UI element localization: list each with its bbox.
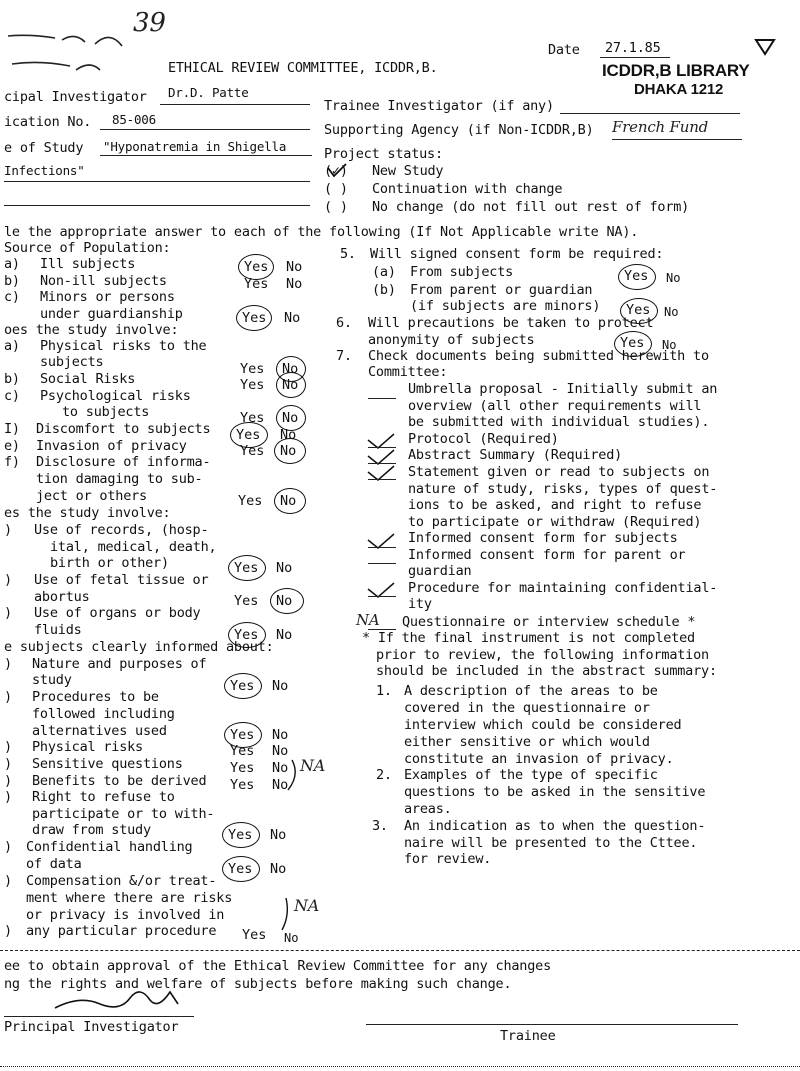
circle-records-yes bbox=[228, 555, 266, 581]
discomfort-yes[interactable]: Yes bbox=[236, 427, 261, 443]
letter: b) bbox=[4, 273, 20, 289]
q-records: Use of records, (hosp- bbox=[34, 522, 209, 538]
source-heading: Source of Population: bbox=[4, 240, 171, 256]
records-no[interactable]: No bbox=[276, 560, 293, 576]
q-fetal-tissue: Use of fetal tissue or bbox=[34, 572, 209, 588]
title-label: e of Study bbox=[4, 140, 84, 156]
q5-text: Will signed consent form be required: bbox=[370, 246, 664, 262]
doc-umbrella: Umbrella proposal - Initially submit an bbox=[408, 381, 718, 397]
status-cont-box[interactable]: ( ) bbox=[324, 181, 348, 197]
agreement-line2: ng the rights and welfare of subjects before making such change. bbox=[4, 976, 512, 992]
q7-number: 7. bbox=[336, 348, 352, 364]
q-benefits: Benefits to be derived bbox=[32, 773, 207, 789]
note-item-2-cont2: areas. bbox=[404, 801, 452, 817]
na-mark-sensitive: NA bbox=[300, 756, 326, 775]
letter: ) bbox=[4, 605, 12, 621]
q-procedures: Procedures to be bbox=[32, 689, 159, 705]
letter: ) bbox=[4, 873, 12, 889]
title-underline-2 bbox=[4, 181, 310, 182]
q-records-cont2: birth or other) bbox=[50, 555, 169, 571]
note-item-2-cont1: questions to be asked in the sensitive bbox=[404, 784, 706, 800]
phys-yes[interactable]: Yes bbox=[240, 361, 265, 377]
agency-value: French Fund bbox=[612, 118, 709, 136]
circle-ill-yes bbox=[238, 254, 274, 280]
q7-text-cont: Committee: bbox=[368, 364, 448, 380]
note-item-2-number: 2. bbox=[376, 767, 392, 783]
letter: c) bbox=[4, 289, 20, 305]
q-nonill-subjects: Non-ill subjects bbox=[40, 273, 167, 289]
q-right-to-refuse-cont2: draw from study bbox=[32, 822, 151, 838]
q-discomfort: Discomfort to subjects bbox=[36, 421, 211, 437]
status-continuation: Continuation with change bbox=[372, 181, 563, 197]
agency-label: Supporting Agency (if Non-ICDDR,B) bbox=[324, 122, 594, 138]
involve2-heading: es the study involve: bbox=[4, 505, 171, 521]
q-right-to-refuse: Right to refuse to bbox=[32, 789, 175, 805]
social-yes[interactable]: Yes bbox=[240, 377, 265, 393]
doc-blank-confidentiality[interactable] bbox=[368, 596, 396, 597]
note-item-2: Examples of the type of specific bbox=[404, 767, 658, 783]
app-no-label: ication No. bbox=[4, 114, 92, 130]
date-label: Date bbox=[548, 42, 580, 58]
trainee-underline bbox=[560, 113, 740, 114]
doc-confidentiality-cont: ity bbox=[408, 596, 432, 612]
letter: ) bbox=[4, 789, 12, 805]
q-disclosure: Disclosure of informa- bbox=[36, 454, 211, 470]
q-records-cont1: ital, medical, death, bbox=[50, 539, 217, 555]
informed-heading: e subjects clearly informed about: bbox=[4, 639, 274, 655]
doc-blank-icf-subjects[interactable] bbox=[368, 547, 396, 548]
q-ill-subjects: Ill subjects bbox=[40, 256, 136, 272]
q5b-text: From parent or guardian bbox=[410, 282, 593, 298]
q-sensitive-questions: Sensitive questions bbox=[32, 756, 183, 772]
nonill-yes[interactable]: Yes bbox=[244, 276, 269, 292]
app-no-underline bbox=[100, 129, 310, 130]
title-underline-1 bbox=[100, 155, 312, 156]
status-nochange-box[interactable]: ( ) bbox=[324, 199, 348, 215]
circle-psych-no bbox=[276, 405, 306, 431]
title-underline-3 bbox=[4, 205, 310, 206]
disclosure-no[interactable]: No bbox=[280, 493, 297, 509]
pi-signature-line[interactable] bbox=[4, 1016, 194, 1017]
organs-yes[interactable]: Yes bbox=[234, 627, 259, 643]
discomfort-no[interactable]: No bbox=[280, 427, 297, 443]
letter: e) bbox=[4, 438, 20, 454]
ill-no[interactable]: No bbox=[286, 259, 303, 275]
q-disclosure-cont1: tion damaging to sub- bbox=[36, 471, 203, 487]
confidential-yes[interactable]: Yes bbox=[228, 861, 253, 877]
handwritten-page-number: 39 bbox=[133, 8, 166, 38]
q-minors: Minors or persons bbox=[40, 289, 175, 305]
q6-text-cont: anonymity of subjects bbox=[368, 332, 535, 348]
q-compensation-cont1: ment where there are risks bbox=[26, 890, 233, 906]
letter: ) bbox=[4, 522, 12, 538]
doc-blank-statement[interactable] bbox=[368, 479, 396, 480]
status-no-change: No change (do not fill out rest of form) bbox=[372, 199, 690, 215]
q6-number: 6. bbox=[336, 315, 352, 331]
q7-text: Check documents being submitted herewith to bbox=[368, 348, 709, 364]
letter: ) bbox=[4, 689, 12, 705]
circle-refuse-yes bbox=[222, 822, 260, 848]
note-item-3-cont2: for review. bbox=[404, 851, 492, 867]
doc-blank-umbrella[interactable] bbox=[368, 398, 396, 399]
app-no-value: 85-006 bbox=[112, 112, 156, 127]
doc-statement-cont2: ions to be asked, and right to refuse bbox=[408, 497, 702, 513]
circle-minors-yes bbox=[236, 305, 272, 331]
q6-no[interactable]: No bbox=[662, 338, 677, 352]
q-organs-cont: fluids bbox=[34, 622, 82, 638]
doc-statement-cont1: nature of study, risks, types of quest- bbox=[408, 481, 718, 497]
date-value: 27.1.85 bbox=[605, 40, 661, 56]
psych-no[interactable]: No bbox=[282, 410, 299, 426]
circle-nature-yes bbox=[224, 673, 262, 699]
letter: a) bbox=[4, 256, 20, 272]
q5a-yes[interactable]: Yes bbox=[624, 268, 649, 284]
q6-text: Will precautions be taken to protect bbox=[368, 315, 654, 331]
organs-no[interactable]: No bbox=[276, 627, 293, 643]
circle-discomfort-yes bbox=[230, 422, 268, 448]
doc-umbrella-cont1: overview (all other requirements will bbox=[408, 398, 702, 414]
letter: b) bbox=[4, 371, 20, 387]
note-item-1: A description of the areas to be bbox=[404, 683, 658, 699]
q-fetal-tissue-cont: abortus bbox=[34, 589, 90, 605]
minors-yes[interactable]: Yes bbox=[242, 310, 267, 326]
instruction: le the appropriate answer to each of the following (If Not Applicable write NA). bbox=[4, 224, 639, 240]
library-stamp: ICDDR,B LIBRARY bbox=[602, 61, 750, 80]
letter: I) bbox=[4, 421, 20, 437]
trainee-signature-line[interactable] bbox=[366, 1024, 738, 1025]
doc-statement: Statement given or read to subjects on bbox=[408, 464, 710, 480]
q-nature-purpose: Nature and purposes of bbox=[32, 656, 207, 672]
letter: a) bbox=[4, 338, 20, 354]
q5b-yes[interactable]: Yes bbox=[626, 302, 651, 318]
doc-icf-subjects: Informed consent form for subjects bbox=[408, 530, 678, 546]
q-invasion-privacy: Invasion of privacy bbox=[36, 438, 187, 454]
q-minors-cont: under guardianship bbox=[40, 306, 183, 322]
title-value-1: "Hyponatremia in Shigella bbox=[103, 139, 287, 154]
pi-value: Dr.D. Patte bbox=[168, 85, 249, 100]
benefits-yes[interactable]: Yes bbox=[230, 777, 255, 793]
status-label: Project status: bbox=[324, 146, 443, 162]
refuse-no[interactable]: No bbox=[270, 827, 287, 843]
agreement-line1: ee to obtain approval of the Ethical Review Committee for any changes bbox=[4, 958, 552, 974]
circle-social-no bbox=[276, 372, 306, 398]
q5a-text: From subjects bbox=[410, 264, 514, 280]
status-new-mark[interactable]: (✓) bbox=[324, 163, 348, 179]
refuse-yes[interactable]: Yes bbox=[228, 827, 253, 843]
doc-icf-parent: Informed consent form for parent or bbox=[408, 547, 686, 563]
note-item-1-cont4: constitute an invasion of privacy. bbox=[404, 751, 674, 767]
letter: ) bbox=[4, 839, 12, 855]
na-mark-compensation: NA bbox=[294, 896, 320, 915]
pi-underline bbox=[160, 104, 310, 105]
date-underline bbox=[600, 57, 670, 58]
doc-icf-parent-cont: guardian bbox=[408, 563, 472, 579]
nonill-no[interactable]: No bbox=[286, 276, 303, 292]
nature-no[interactable]: No bbox=[272, 678, 289, 694]
q-compensation-cont3: any particular procedure bbox=[26, 923, 217, 939]
footer-divider bbox=[0, 950, 800, 951]
doc-confidentiality: Procedure for maintaining confidential- bbox=[408, 580, 718, 596]
q-right-to-refuse-cont1: participate or to with- bbox=[32, 806, 215, 822]
q5-number: 5. bbox=[340, 246, 356, 262]
note-line1: * If the final instrument is not completed bbox=[362, 630, 695, 646]
letter: ) bbox=[4, 923, 12, 939]
agency-underline bbox=[612, 139, 742, 140]
q-physical-risks-cont: subjects bbox=[40, 354, 104, 370]
letter: f) bbox=[4, 454, 20, 470]
doc-blank-protocol[interactable] bbox=[368, 447, 396, 448]
doc-abstract: Abstract Summary (Required) bbox=[408, 447, 623, 463]
q5b-text-cont: (if subjects are minors) bbox=[410, 298, 601, 314]
disclosure-yes[interactable]: Yes bbox=[238, 493, 263, 509]
procedures-yes[interactable]: Yes bbox=[230, 727, 255, 743]
doc-questionnaire: Questionnaire or interview schedule * bbox=[402, 614, 696, 630]
fetal-no[interactable]: No bbox=[276, 593, 293, 609]
letter: ) bbox=[4, 572, 12, 588]
note-item-1-cont2: interview which could be considered bbox=[404, 717, 682, 733]
minors-no[interactable]: No bbox=[284, 310, 301, 326]
pi-label: cipal Investigator bbox=[4, 89, 147, 105]
procedures-no[interactable]: No bbox=[272, 727, 289, 743]
q-physical-risks: Physical risks to the bbox=[40, 338, 207, 354]
bottom-edge bbox=[0, 1066, 800, 1067]
note-item-1-cont3: either sensitive or which would bbox=[404, 734, 650, 750]
letter: ) bbox=[4, 756, 12, 772]
note-item-1-number: 1. bbox=[376, 683, 392, 699]
q5b-letter: (b) bbox=[372, 282, 396, 298]
q-disclosure-cont2: ject or others bbox=[36, 488, 147, 504]
q5a-no[interactable]: No bbox=[666, 271, 681, 285]
letter: c) bbox=[4, 388, 20, 404]
social-no[interactable]: No bbox=[282, 377, 299, 393]
trainee-signature-label: Trainee bbox=[500, 1028, 556, 1044]
q5b-no[interactable]: No bbox=[664, 305, 679, 319]
circle-organs-yes bbox=[228, 622, 266, 648]
benefits-no[interactable]: No bbox=[272, 777, 289, 793]
trainee-label: Trainee Investigator (if any) bbox=[324, 98, 554, 114]
q-confidential-handling-cont: of data bbox=[26, 856, 82, 872]
doc-statement-cont3: to participate or withdraw (Required) bbox=[408, 514, 702, 530]
ill-yes[interactable]: Yes bbox=[244, 259, 269, 275]
sensitive-yes[interactable]: Yes bbox=[230, 760, 255, 776]
q-confidential-handling: Confidential handling bbox=[26, 839, 193, 855]
doc-protocol: Protocol (Required) bbox=[408, 431, 559, 447]
q6-yes[interactable]: Yes bbox=[620, 335, 645, 351]
letter: ) bbox=[4, 739, 12, 755]
doc-questionnaire-mark: NA bbox=[356, 611, 380, 629]
circle-q5a-yes bbox=[618, 264, 656, 290]
circle-fetal-no bbox=[270, 588, 304, 614]
q-compensation: Compensation &/or treat- bbox=[26, 873, 217, 889]
physrisk-yes[interactable]: Yes bbox=[230, 743, 255, 759]
doc-blank-icf-parent[interactable] bbox=[368, 563, 396, 564]
physrisk-no[interactable]: No bbox=[272, 743, 289, 759]
q-psych-risks: Psychological risks bbox=[40, 388, 191, 404]
q-procedures-cont2: alternatives used bbox=[32, 723, 167, 739]
circle-privacy-no bbox=[274, 438, 306, 464]
q-procedures-cont1: followed including bbox=[32, 706, 175, 722]
phys-no[interactable]: No bbox=[282, 361, 299, 377]
library-stamp-city: DHAKA 1212 bbox=[634, 81, 724, 98]
circle-procedures-yes bbox=[224, 722, 262, 748]
note-line3: should be included in the abstract summary: bbox=[376, 663, 717, 679]
circle-confidential-yes bbox=[222, 856, 260, 882]
note-item-3: An indication as to when the question- bbox=[404, 818, 706, 834]
records-yes[interactable]: Yes bbox=[234, 560, 259, 576]
circle-disclosure-no bbox=[274, 488, 306, 514]
q-psych-risks-cont: to subjects bbox=[62, 404, 150, 420]
sensitive-no[interactable]: No bbox=[272, 760, 289, 776]
q-organs: Use of organs or body bbox=[34, 605, 201, 621]
q-nature-purpose-cont: study bbox=[32, 672, 72, 688]
nature-yes[interactable]: Yes bbox=[230, 678, 255, 694]
title-value-2: Infections" bbox=[4, 163, 85, 178]
q-physical-risks-informed: Physical risks bbox=[32, 739, 143, 755]
letter: ) bbox=[4, 773, 12, 789]
committee-title: ETHICAL REVIEW COMMITTEE, ICDDR,B. bbox=[168, 60, 438, 76]
doc-umbrella-cont2: be submitted with individual studies). bbox=[408, 414, 710, 430]
compensation-yes[interactable]: Yes bbox=[242, 927, 267, 943]
psych-yes[interactable]: Yes bbox=[240, 410, 265, 426]
note-item-3-cont1: naire will be presented to the Cttee. bbox=[404, 835, 698, 851]
privacy-no[interactable]: No bbox=[280, 443, 297, 459]
note-item-3-number: 3. bbox=[372, 818, 388, 834]
q-compensation-cont2: or privacy is involved in bbox=[26, 907, 225, 923]
doc-blank-abstract[interactable] bbox=[368, 463, 396, 464]
letter: ) bbox=[4, 656, 12, 672]
q-social-risks: Social Risks bbox=[40, 371, 136, 387]
involve-heading: oes the study involve: bbox=[4, 322, 179, 338]
note-item-1-cont1: covered in the questionnaire or bbox=[404, 700, 650, 716]
pi-signature-label: Principal Investigator bbox=[4, 1019, 179, 1035]
fetal-yes[interactable]: Yes bbox=[234, 593, 259, 609]
confidential-no[interactable]: No bbox=[270, 861, 287, 877]
note-line2: prior to review, the following information bbox=[376, 647, 709, 663]
privacy-yes[interactable]: Yes bbox=[240, 443, 265, 459]
compensation-no[interactable]: No bbox=[284, 931, 299, 945]
q5a-letter: (a) bbox=[372, 264, 396, 280]
status-new: New Study bbox=[372, 163, 444, 179]
